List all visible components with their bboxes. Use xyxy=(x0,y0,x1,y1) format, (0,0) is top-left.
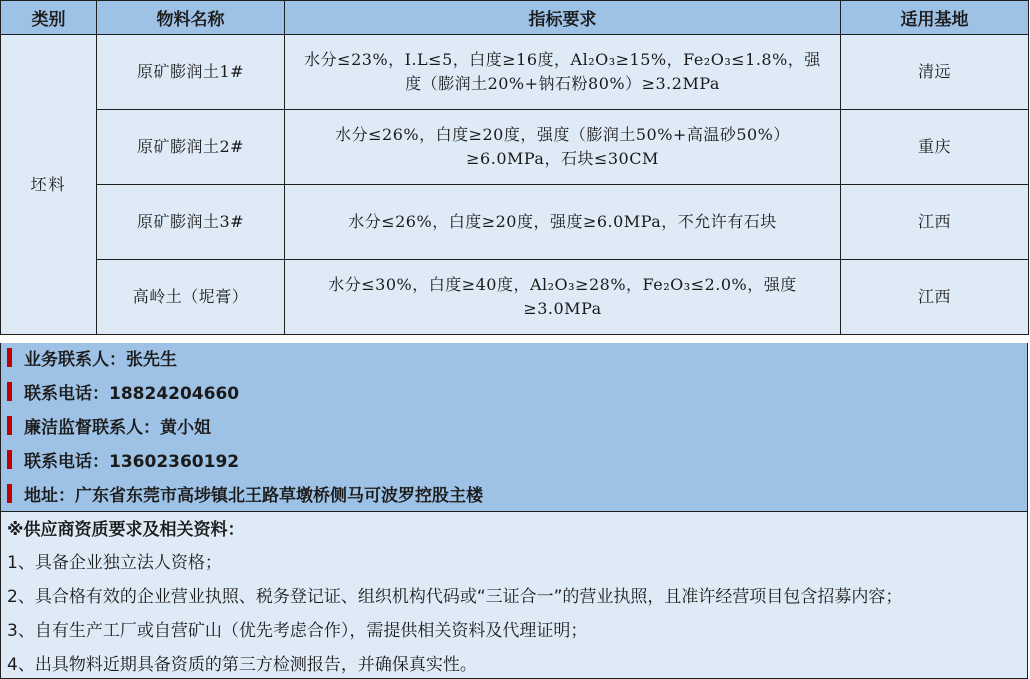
requirement-item: 3、自有生产工厂或自营矿山（优先考虑合作），需提供相关资料及代理证明； xyxy=(7,620,588,641)
base-cell: 江西 xyxy=(841,185,1029,260)
table-row xyxy=(1,110,1029,185)
contact-text: 地址：广东省东莞市高埗镇北王路草墩桥侧马可波罗控股主楼 xyxy=(24,485,483,506)
red-marker-icon xyxy=(7,416,12,435)
red-marker-icon xyxy=(7,382,12,401)
contact-section xyxy=(0,343,1028,511)
header-spec-requirement: 指标要求 xyxy=(285,1,841,35)
material-name-cell: 高岭土（坭膏） xyxy=(97,260,285,335)
spec-cell: 水分≤30%，白度≥40度，Al₂O₃≥28%，Fe₂O₃≤2.0%，强度≥3.0MPa xyxy=(285,260,841,335)
table-row xyxy=(1,260,1029,335)
header-applicable-base: 适用基地 xyxy=(841,1,1029,35)
header-material-name: 物料名称 xyxy=(97,1,285,35)
base-cell: 重庆 xyxy=(841,110,1029,185)
category-cell: 坯料 xyxy=(1,35,97,335)
requirement-item: 1、具备企业独立法人资格； xyxy=(7,552,222,573)
contact-text: 联系电话：13602360192 xyxy=(24,451,240,472)
material-name-cell: 原矿膨润土2# xyxy=(97,110,285,185)
spec-cell: 水分≤23%，I.L≤5，白度≥16度，Al₂O₃≥15%，Fe₂O₃≤1.8%，强度（膨润土20%+钠石粉80%）≥3.2MPa xyxy=(285,35,841,110)
material-name-cell: 原矿膨润土1# xyxy=(97,35,285,110)
red-marker-icon xyxy=(7,450,12,469)
red-marker-icon xyxy=(7,484,12,503)
requirement-item: 2、具合格有效的企业营业执照、税务登记证、组织机构代码或“三证合一”的营业执照，且准许经营项目包含招募内容； xyxy=(7,586,903,607)
table-header-row xyxy=(1,1,1029,35)
supplier-requirements-section xyxy=(0,511,1028,679)
table-row xyxy=(1,35,1029,110)
table-row xyxy=(1,185,1029,260)
material-spec-table xyxy=(0,0,1029,335)
contact-line-phone xyxy=(7,378,239,404)
red-marker-icon xyxy=(7,348,12,367)
spec-cell: 水分≤26%，白度≥20度，强度（膨润土50%+高温砂50%）≥6.0MPa，石块≤30CM xyxy=(285,110,841,185)
base-cell: 清远 xyxy=(841,35,1029,110)
header-category: 类别 xyxy=(1,1,97,35)
contact-text: 业务联系人：张先生 xyxy=(24,349,177,370)
contact-line-sales xyxy=(7,344,177,370)
contact-text: 廉洁监督联系人：黄小姐 xyxy=(24,417,211,438)
contact-line-supervisor-phone xyxy=(7,446,239,472)
material-name-cell: 原矿膨润土3# xyxy=(97,185,285,260)
requirement-item: 4、出具物料近期具备资质的第三方检测报告，并确保真实性。 xyxy=(7,654,477,675)
spec-cell: 水分≤26%，白度≥20度，强度≥6.0MPa，不允许有石块 xyxy=(285,185,841,260)
contact-text: 联系电话：18824204660 xyxy=(24,383,240,404)
base-cell: 江西 xyxy=(841,260,1029,335)
requirements-title: ※供应商资质要求及相关资料： xyxy=(7,519,245,540)
contact-line-supervisor xyxy=(7,412,211,438)
contact-line-address xyxy=(7,480,483,506)
